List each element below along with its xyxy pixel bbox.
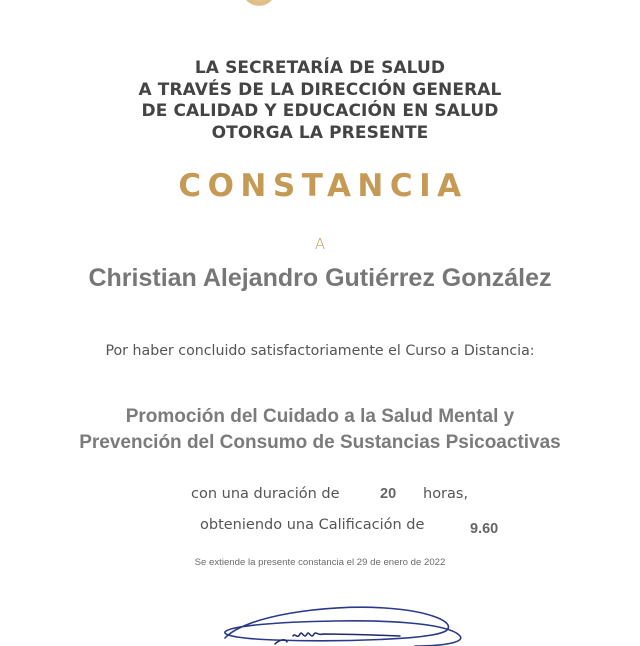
duration-label: con una duración de xyxy=(191,486,340,502)
course-title-line-2: Prevención del Consumo de Sustancias Psicoactivas xyxy=(79,432,561,453)
duration-value: 20 xyxy=(380,486,397,502)
document-title: CONSTANCIA xyxy=(178,168,468,204)
grade-label: obteniendo una Calificación de xyxy=(200,517,425,533)
header-line-3: DE CALIDAD Y EDUCACIÓN EN SALUD xyxy=(141,101,499,121)
issue-date-statement: Se extiende la presente constancia el 29 de enero de 2022 xyxy=(194,557,446,568)
header-line-2: A TRAVÉS DE LA DIRECCIÓN GENERAL xyxy=(138,79,502,100)
course-title-line-1: Promoción del Cuidado a la Salud Mental y xyxy=(125,406,515,427)
header-line-4: OTORGA LA PRESENTE xyxy=(211,122,429,143)
completion-statement: Por haber concluido satisfactoriamente el Curso a Distancia: xyxy=(105,343,535,359)
recipient-name: Christian Alejandro Gutiérrez González xyxy=(88,264,552,292)
to-label: A xyxy=(314,235,326,253)
issuer-header xyxy=(0,58,640,144)
duration-row xyxy=(0,486,640,508)
course-title xyxy=(0,404,640,456)
grade-row xyxy=(0,517,640,539)
duration-unit: horas, xyxy=(423,486,469,502)
government-seal-icon xyxy=(242,0,276,6)
header-line-1: LA SECRETARÍA DE SALUD xyxy=(194,58,446,78)
signature-icon xyxy=(215,596,475,646)
grade-value: 9.60 xyxy=(470,521,499,537)
